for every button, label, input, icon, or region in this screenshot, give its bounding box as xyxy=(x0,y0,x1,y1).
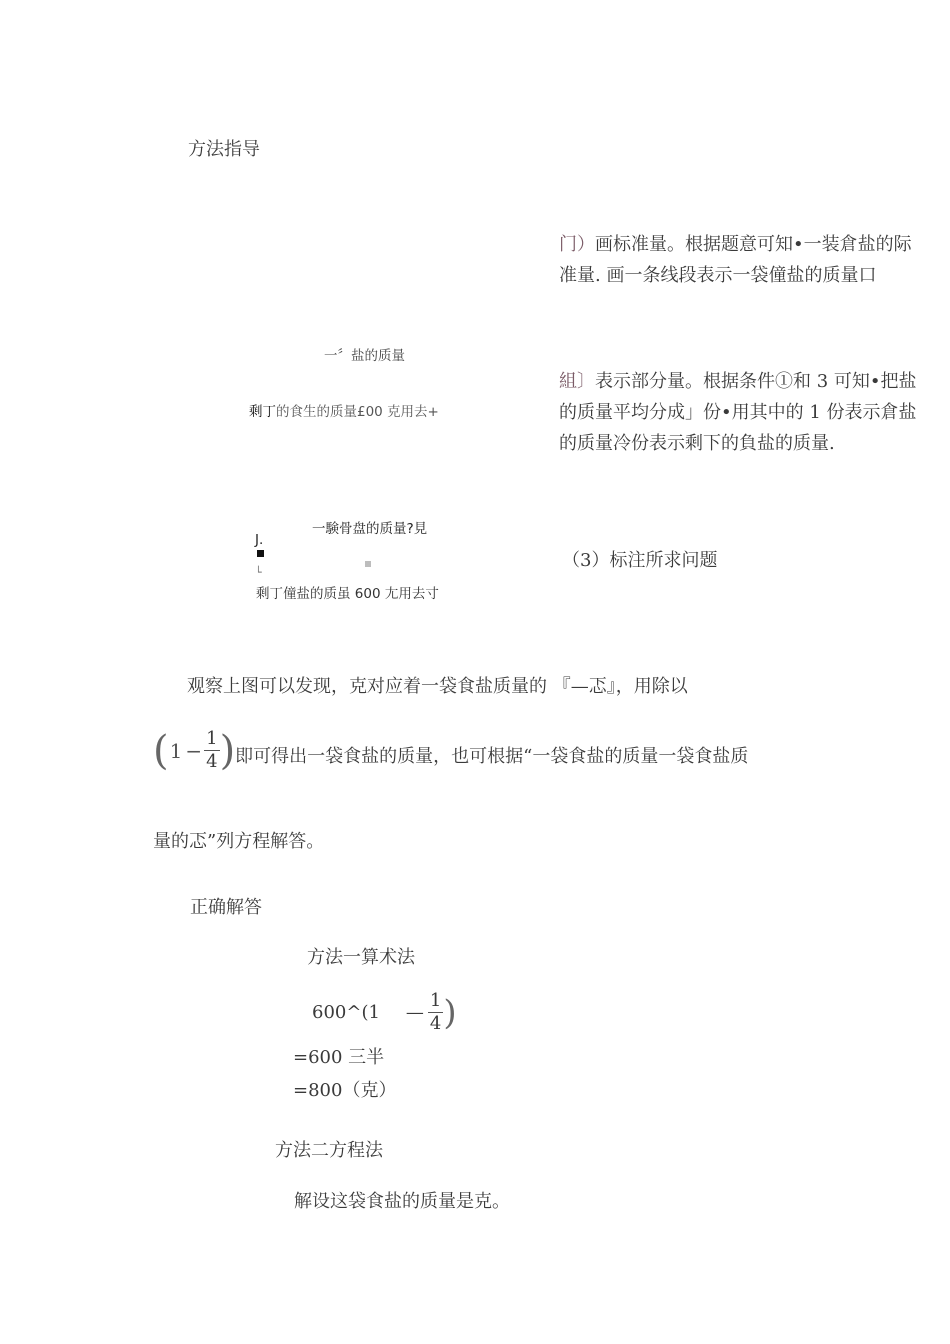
diagram2-mark-l: └ xyxy=(255,566,262,579)
step3-text: （3）标注所求问题 xyxy=(562,550,718,571)
step2-line-2: 的质量平均分成」份•用其中的 1 份表示倉盐 xyxy=(559,402,917,423)
step2-line-1: 表示部分量。根据条件①和 3 可知•把盐 xyxy=(595,371,917,392)
method1-fraction-denominator: 4 xyxy=(429,1013,442,1034)
diagram2-top-label: 一験骨盘的质量?見 xyxy=(312,521,428,537)
observe-line-3: 量的忑”列方程解答。 xyxy=(153,831,325,852)
method1-fraction-numerator: 1 xyxy=(429,990,442,1011)
section-heading-method-guide: 方法指导 xyxy=(188,139,260,160)
step2-lead: 組〕 xyxy=(559,371,595,392)
observe-fraction-numerator: 1 xyxy=(206,728,218,749)
method2-title: 方法二方程法 xyxy=(275,1140,383,1161)
method1-expr-prefix: 600^(1 xyxy=(312,1002,380,1023)
method1-title: 方法一算术法 xyxy=(307,947,415,968)
observe-fraction-denominator: 4 xyxy=(206,751,218,772)
method1-line-3: =800（克） xyxy=(293,1080,397,1101)
method2-line: 解设这袋食盐的质量是克。 xyxy=(294,1191,510,1212)
observe-close-paren: ) xyxy=(219,727,236,774)
diagram1-bottom-label-bold: 剩丁 xyxy=(249,404,276,420)
diagram1-bottom-label xyxy=(249,400,439,420)
observe-line-2-rest: 即可得出一袋食盐的质量，也可根据“一袋食盐的质量一袋食盐质 xyxy=(235,745,749,767)
diagram2-grey-square xyxy=(365,561,371,567)
diagram2-mark-j: J. xyxy=(255,532,264,548)
method1-expr-minus: — xyxy=(405,1002,424,1023)
observe-expr-one: 1 xyxy=(169,738,183,763)
step1-line-1: 画标准量。根据题意可知•一装倉盐的际 xyxy=(595,234,912,255)
step1-lead: 门） xyxy=(559,234,595,255)
observe-expr-minus: − xyxy=(185,738,203,763)
method1-expression xyxy=(312,992,457,1033)
method1-fraction xyxy=(428,992,443,1033)
method1-line-2: =600 三半 xyxy=(293,1047,385,1068)
observe-open-paren: ( xyxy=(153,727,169,774)
observe-fraction xyxy=(204,730,219,771)
step1-paragraph xyxy=(559,229,939,291)
step2-line-3: 的质量冷份表示剩下的負盐的质量. xyxy=(559,433,835,454)
method1-close-paren: ) xyxy=(443,992,457,1033)
diagram1-top-label: 一〞盐的质量 xyxy=(324,348,405,364)
answer-heading: 正确解答 xyxy=(190,897,262,918)
observe-line-1: 观察上图可以发现，克对应着一袋食盐质量的 『—忑』，用除以 xyxy=(187,676,688,697)
observe-line-2 xyxy=(153,727,749,774)
diagram2-black-square xyxy=(257,550,264,557)
diagram1-bottom-label-rest: 的食生的质量£00 克用去+ xyxy=(276,404,439,420)
step2-paragraph xyxy=(559,366,939,459)
diagram2-bottom-label: 剩丁僮盐的质虽 600 尢用去寸 xyxy=(256,586,439,602)
step1-line-2: 准量. 画一条线段表示一袋僮盐的质量口 xyxy=(559,265,877,286)
